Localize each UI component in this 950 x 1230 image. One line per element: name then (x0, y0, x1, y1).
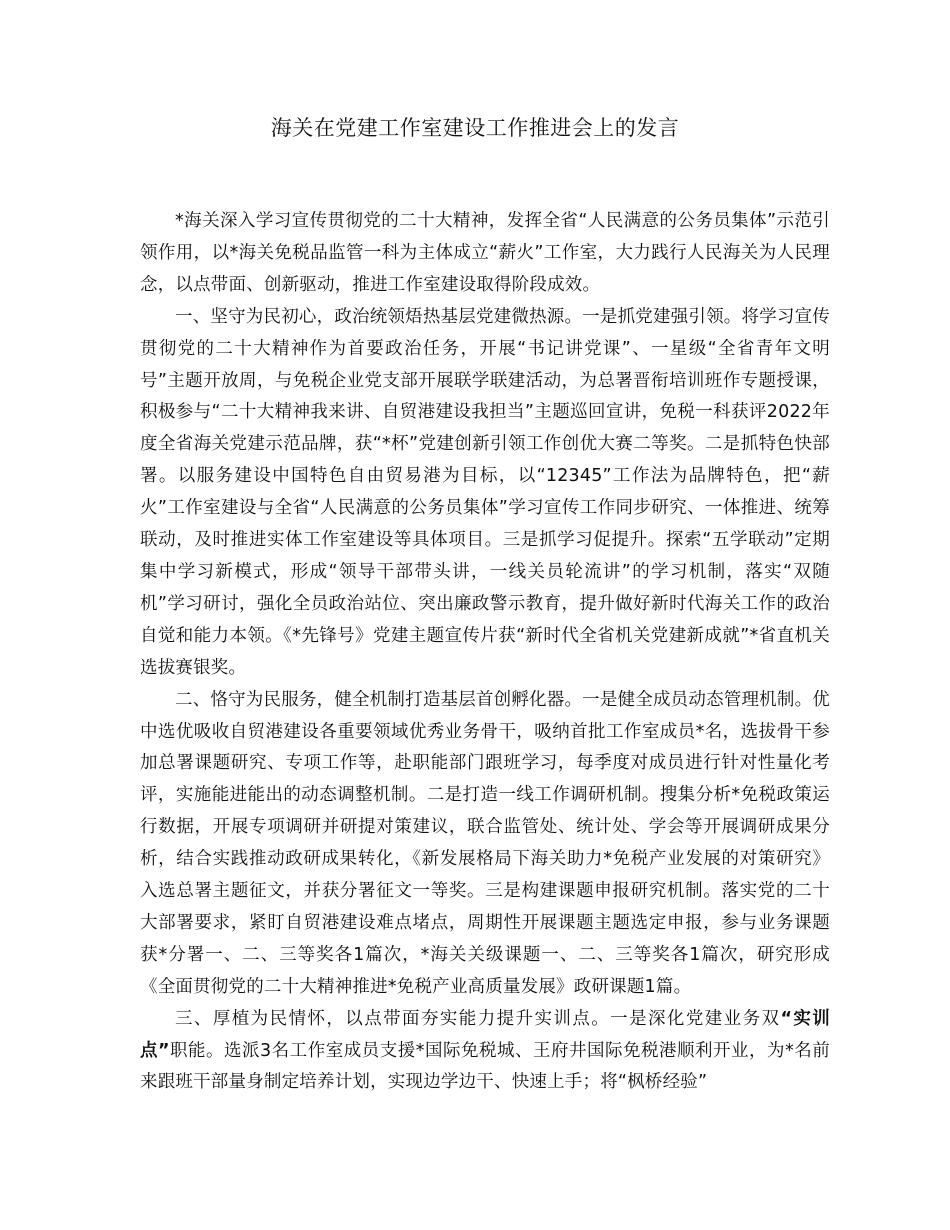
paragraph-section-3-rest: 职能。选派3名工作室成员支援*国际免税城、王府井国际免税港顺利开业，为*名前来跟班干部量身制定培养计划，实现边学边干、快速上手；将“枫桥经验” (140, 1040, 831, 1093)
paragraph-section-2: 二、恪守为民服务，健全机制打造基层首创孵化器。一是健全成员动态管理机制。优中选优吸收自贸港建设各重要领域优秀业务骨干，吸纳首批工作室成员*名，选拔骨干参加总署课题研究、专项工作等，赴职能部门跟班学习，每季度对成员进行针对性量化考评，实施能进能出的动态调整机制。二是打造一线工作调研机制。搜集分析*免税政策运行数据，开展专项调研并研提对策建议，联合监管处、统计处、学会等开展调研成果分析，结合实践推动政研成果转化，《新发展格局下海关助力*免税产业发展的对策研究》入选总署主题征文，并获分署征文一等奖。三是构建课题申报研究机制。落实党的二十大部署要求，紧盯自贸港建设难点堵点，周期性开展课题主题选定申报，参与业务课题获*分署一、二、三等奖各1篇次，*海关关级课题一、二、三等奖各1篇次，研究形成《全面贯彻党的二十大精神推进*免税产业高质量发展》政研课题1篇。 (140, 689, 830, 997)
document-body (140, 206, 830, 1099)
paragraph-intro: *海关深入学习宣传贯彻党的二十大精神，发挥全省“人民满意的公务员集体”示范引领作用，以*海关免税品监管一科为主体成立“薪火”工作室，大力践行人民海关为人民理念，以点带面、创新驱动，推进工作室建设取得阶段成效。 (140, 211, 830, 295)
paragraph-section-3 (140, 1004, 830, 1100)
paragraph-section-3-lead: 三、厚植为民情怀，以点带面夯实能力提升实训点。一是深化党建业务双 (175, 1008, 781, 1029)
paragraph-section-1: 一、坚守为民初心，政治统领焐热基层党建微热源。一是抓党建强引领。将学习宣传贯彻党的二十大精神作为首要政治任务，开展“书记讲党课”、一星级“全省青年文明号”主题开放周，与免税企业党支部开展联学联建活动，为总署晋衔培训班作专题授课，积极参与“二十大精神我来讲、自贸港建设我担当”主题巡回宣讲，免税一科获评2022年度全省海关党建示范品牌，获“*杯”党建创新引领工作创优大赛二等奖。二是抓特色快部署。以服务建设中国特色自由贸易港为目标，以“12345”工作法为品牌特色，把“薪火”工作室建设与全省“人民满意的公务员集体”学习宣传工作同步研究、一体推进、统筹联动，及时推进实体工作室建设等具体项目。三是抓学习促提升。探索“五学联动”定期集中学习新模式，形成“领导干部带头讲，一线关员轮流讲”的学习机制，落实“双随机”学习研讨，强化全员政治站位、突出廉政警示教育，提升做好新时代海关工作的政治自觉和能力本领。《*先锋号》党建主题宣传片获“新时代全省机关党建新成就”*省直机关选拔赛银奖。 (140, 306, 830, 678)
paragraph-section-3-emphasis: “实训点” (140, 1008, 830, 1061)
document-title: 海关在党建工作室建设工作推进会上的发言 (270, 116, 680, 140)
